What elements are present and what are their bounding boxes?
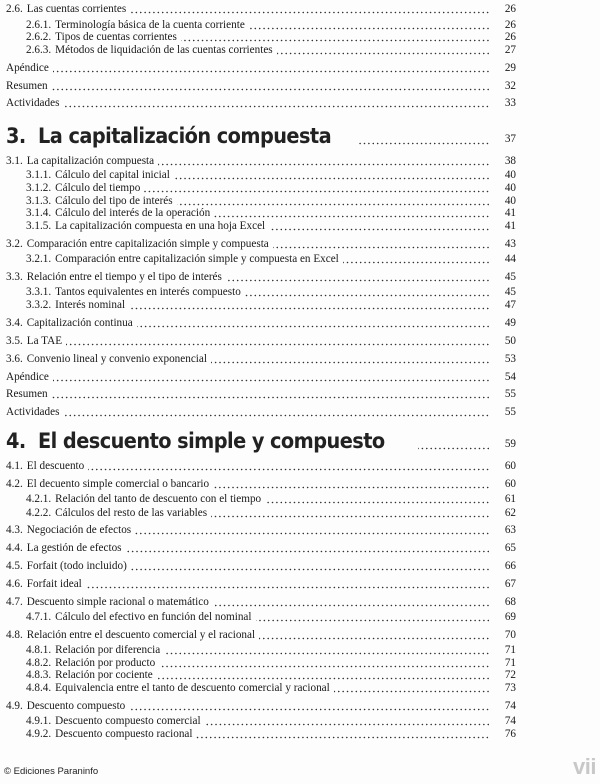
entry-title: Cálculo del tipo de interés: [55, 195, 173, 207]
entry-number: 3.1.3.: [26, 195, 52, 207]
entry-title: Tantos equivalentes en interés compuesto: [55, 286, 241, 298]
entry-number: 4.8.2.: [26, 657, 52, 669]
toc-subsection-entry[interactable]: [26, 219, 490, 233]
toc-section-entry[interactable]: [6, 334, 490, 348]
entry-number: 4.8.4.: [26, 682, 52, 694]
dot-leader: [334, 683, 490, 693]
dot-leader: [343, 254, 490, 264]
toc-section-entry[interactable]: [6, 405, 490, 419]
dot-leader: [164, 645, 490, 655]
toc-subsection-entry[interactable]: [26, 610, 490, 624]
entry-title: Equivalencia entre el tanto de descuento comercial y racional: [55, 682, 330, 694]
entry-number: 3.1.: [6, 155, 23, 167]
dot-leader: [126, 543, 490, 553]
dot-leader: [249, 20, 490, 30]
dot-leader: [256, 612, 490, 622]
entry-page-number: 40: [504, 169, 516, 181]
toc-section-entry[interactable]: [6, 270, 490, 284]
entry-page-number: 29: [504, 62, 516, 74]
entry-number: 4.2.2.: [26, 507, 52, 519]
entry-page-number: 62: [504, 507, 516, 519]
dot-leader: [130, 4, 490, 14]
entry-number: 4.2.1.: [26, 493, 52, 505]
entry-title: Comparación entre capitalización simple y compuesta: [26, 238, 269, 250]
entry-page-number: 55: [504, 406, 516, 418]
entry-title: Terminología básica de la cuenta corriente: [55, 19, 245, 31]
entry-title: Interés nominal: [55, 299, 126, 311]
entry-number: 4.8.: [6, 629, 23, 641]
entry-title: Cálculo del tiempo: [55, 182, 141, 194]
toc-section-entry[interactable]: [6, 61, 490, 75]
entry-title: La capitalización compuesta: [26, 155, 155, 167]
entry-number: 3.5.: [6, 335, 23, 347]
toc-subsection-entry[interactable]: [26, 285, 490, 299]
toc-section-entry[interactable]: [6, 523, 490, 537]
toc-section-entry[interactable]: [6, 316, 490, 330]
dot-leader: [158, 156, 490, 166]
entry-number: 3.6.: [6, 353, 23, 365]
entry-title: Relación por cociente: [55, 669, 153, 681]
toc-section-entry[interactable]: [6, 541, 490, 555]
entry-page-number: 55: [504, 388, 516, 400]
entry-page-number: 66: [504, 560, 516, 572]
entry-title: La capitalización compuesta en una hoja Excel: [55, 220, 266, 232]
dot-leader: [211, 508, 490, 518]
entry-title: El descuento: [26, 460, 85, 472]
entry-title: Actividades: [6, 406, 60, 418]
toc-section-entry[interactable]: [6, 2, 490, 16]
entry-page-number: 33: [504, 97, 516, 109]
entry-title: Negociación de efectos: [26, 524, 132, 536]
entry-page-number: 40: [504, 182, 516, 194]
toc-subsection-entry[interactable]: [26, 43, 490, 57]
dot-leader: [359, 135, 490, 145]
entry-title: Resumen: [6, 388, 48, 400]
toc-subsection-entry[interactable]: [26, 298, 490, 312]
dot-leader: [66, 336, 490, 346]
toc-section-entry[interactable]: [6, 595, 490, 609]
dot-leader: [213, 597, 490, 607]
toc-subsection-entry[interactable]: [26, 727, 490, 741]
entry-number: 3.4.: [6, 317, 23, 329]
toc-section-entry[interactable]: [6, 352, 490, 366]
entry-page-number: 72: [504, 669, 516, 681]
entry-title: La TAE: [26, 335, 63, 347]
entry-title: Apéndice: [6, 371, 49, 383]
entry-number: 3.3.: [6, 271, 23, 283]
entry-page-number: 26: [504, 19, 516, 31]
chapter-title: 3. La capitalización compuesta: [6, 124, 332, 148]
entry-page-number: 32: [504, 80, 516, 92]
entry-title: Actividades: [6, 97, 60, 109]
toc-section-entry[interactable]: [6, 559, 490, 573]
entry-title: Cálculos del resto de las variables: [55, 507, 208, 519]
chapter-title: 4. El descuento simple y compuesto: [6, 429, 385, 453]
dot-leader: [174, 170, 490, 180]
entry-page-number: 59: [504, 438, 516, 450]
entry-page-number: 60: [504, 478, 516, 490]
dot-leader: [137, 318, 490, 328]
entry-page-number: 27: [504, 44, 516, 56]
entry-title: Forfait ideal: [26, 578, 82, 590]
dot-leader: [269, 221, 490, 231]
dot-leader: [196, 729, 490, 739]
entry-title: Métodos de liquidación de las cuentas corrientes: [55, 44, 273, 56]
dot-leader: [273, 239, 490, 249]
dot-leader: [205, 716, 490, 726]
entry-title: Descuento simple racional o matemático: [26, 596, 209, 608]
entry-title: Cálculo del efectivo en función del nominal: [55, 611, 252, 623]
entry-title: Tipos de cuentas corrientes: [55, 31, 177, 43]
entry-number: 3.3.2.: [26, 299, 52, 311]
toc-section-entry[interactable]: [6, 79, 490, 93]
entry-number: 4.2.: [6, 478, 23, 490]
entry-number: 4.9.1.: [26, 715, 52, 727]
entry-title: Forfait (todo incluido): [26, 560, 127, 572]
entry-page-number: 43: [504, 238, 516, 250]
entry-number: 4.3.: [6, 524, 23, 536]
dot-leader: [86, 579, 490, 589]
toc-subsection-entry[interactable]: [26, 168, 490, 182]
entry-page-number: 61: [504, 493, 516, 505]
toc-section-entry[interactable]: [6, 370, 490, 384]
entry-page-number: 63: [504, 524, 516, 536]
entry-title: Descuento compuesto comercial: [55, 715, 201, 727]
entry-number: 4.4.: [6, 542, 23, 554]
entry-number: 4.6.: [6, 578, 23, 590]
entry-page-number: 50: [504, 335, 516, 347]
entry-number: 3.1.5.: [26, 220, 52, 232]
entry-page-number: 49: [504, 317, 516, 329]
entry-number: 4.1.: [6, 460, 23, 472]
dot-leader: [131, 561, 490, 571]
entry-title: Resumen: [6, 80, 48, 92]
entry-page-number: 37: [504, 133, 516, 145]
dot-leader: [213, 479, 490, 489]
toc-section-entry[interactable]: [6, 699, 490, 713]
entry-page-number: 65: [504, 542, 516, 554]
entry-number: 3.1.2.: [26, 182, 52, 194]
entry-page-number: 47: [504, 299, 516, 311]
entry-page-number: 45: [504, 286, 516, 298]
entry-title: La gestión de efectos: [26, 542, 122, 554]
entry-title: Las cuentas corrientes: [26, 3, 127, 15]
entry-page-number: 54: [504, 371, 516, 383]
entry-page-number: 26: [504, 31, 516, 43]
entry-number: 3.1.4.: [26, 207, 52, 219]
entry-title: Relación por producto: [55, 657, 156, 669]
entry-title: Apéndice: [6, 62, 49, 74]
dot-leader: [52, 81, 490, 91]
dot-leader: [129, 300, 490, 310]
dot-leader: [418, 440, 490, 450]
entry-page-number: 41: [504, 207, 516, 219]
dot-leader: [63, 98, 490, 108]
entry-page-number: 53: [504, 353, 516, 365]
toc-section-entry[interactable]: [6, 459, 490, 473]
entry-number: 4.9.2.: [26, 728, 52, 740]
toc-subsection-entry[interactable]: [26, 714, 490, 728]
entry-page-number: 45: [504, 271, 516, 283]
entry-page-number: 41: [504, 220, 516, 232]
entry-page-number: 71: [504, 644, 516, 656]
dot-leader: [157, 670, 490, 680]
entry-number: 3.1.1.: [26, 169, 52, 181]
toc-subsection-entry[interactable]: [26, 643, 490, 657]
entry-number: 2.6.2.: [26, 31, 52, 43]
entry-number: 4.7.: [6, 596, 23, 608]
entry-title: Descuento compuesto racional: [55, 728, 193, 740]
entry-title: Cálculo del capital inicial: [55, 169, 170, 181]
dot-leader: [53, 372, 490, 382]
toc-subsection-entry[interactable]: [26, 252, 490, 266]
dot-leader: [265, 494, 490, 504]
entry-title: El decuento simple comercial o bancario: [26, 478, 210, 490]
entry-title: Relación del tanto de descuento con el tiempo: [55, 493, 262, 505]
entry-number: 4.8.1.: [26, 644, 52, 656]
entry-page-number: 40: [504, 195, 516, 207]
entry-number: 3.2.: [6, 238, 23, 250]
dot-leader: [277, 45, 490, 55]
dot-leader: [226, 272, 490, 282]
dot-leader: [245, 287, 490, 297]
dot-leader: [214, 208, 490, 218]
entry-page-number: 76: [504, 728, 516, 740]
entry-page-number: 71: [504, 657, 516, 669]
entry-page-number: 67: [504, 578, 516, 590]
toc-subsection-entry[interactable]: [26, 181, 490, 195]
dot-leader: [135, 525, 490, 535]
toc-section-entry[interactable]: [6, 237, 490, 251]
entry-page-number: 69: [504, 611, 516, 623]
entry-page-number: 74: [504, 715, 516, 727]
entry-title: Capitalización continua: [26, 317, 133, 329]
entry-number: 3.2.1.: [26, 253, 52, 265]
dot-leader: [259, 630, 490, 640]
dot-leader: [181, 32, 490, 42]
entry-number: 4.7.1.: [26, 611, 52, 623]
toc-subsection-entry[interactable]: [26, 506, 490, 520]
entry-title: Relación entre el tiempo y el tipo de interés: [26, 271, 222, 283]
toc-subsection-entry[interactable]: [26, 668, 490, 682]
toc-chapter-heading[interactable]: [6, 426, 490, 454]
toc-section-entry[interactable]: [6, 154, 490, 168]
entry-number: 4.9.: [6, 700, 23, 712]
entry-page-number: 38: [504, 155, 516, 167]
toc-chapter-heading[interactable]: [6, 121, 490, 149]
dot-leader: [159, 658, 490, 668]
dot-leader: [129, 701, 490, 711]
entry-page-number: 70: [504, 629, 516, 641]
entry-title: Relación por diferencia: [55, 644, 161, 656]
toc-subsection-entry[interactable]: [26, 206, 490, 220]
entry-number: 3.3.1.: [26, 286, 52, 298]
toc-section-entry[interactable]: [6, 96, 490, 110]
dot-leader: [144, 183, 490, 193]
entry-title: Descuento compuesto: [26, 700, 126, 712]
entry-page-number: 74: [504, 700, 516, 712]
dot-leader: [63, 407, 490, 417]
toc-section-entry[interactable]: [6, 387, 490, 401]
toc-subsection-entry[interactable]: [26, 30, 490, 44]
entry-title: Relación entre el descuento comercial y el racional: [26, 629, 256, 641]
toc-section-entry[interactable]: [6, 477, 490, 491]
dot-leader: [211, 354, 490, 364]
dot-leader: [88, 461, 490, 471]
entry-page-number: 73: [504, 682, 516, 694]
entry-page-number: 68: [504, 596, 516, 608]
entry-title: Cálculo del interés de la operación: [55, 207, 211, 219]
entry-number: 2.6.1.: [26, 19, 52, 31]
entry-title: Convenio lineal y convenio exponencial: [26, 353, 207, 365]
publisher-credit: © Ediciones Paraninfo: [4, 766, 99, 777]
entry-page-number: 26: [504, 3, 516, 15]
toc-subsection-entry[interactable]: [26, 492, 490, 506]
dot-leader: [177, 196, 490, 206]
dot-leader: [53, 63, 490, 73]
dot-leader: [52, 389, 490, 399]
entry-page-number: 60: [504, 460, 516, 472]
toc-section-entry[interactable]: [6, 577, 490, 591]
toc-section-entry[interactable]: [6, 628, 490, 642]
entry-number: 4.5.: [6, 560, 23, 572]
entry-number: 2.6.: [6, 3, 23, 15]
entry-number: 2.6.3.: [26, 44, 52, 56]
page-number: vii: [573, 754, 596, 779]
entry-number: 4.8.3.: [26, 669, 52, 681]
entry-page-number: 44: [504, 253, 516, 265]
entry-title: Comparación entre capitalización simple y compuesta en Excel: [55, 253, 339, 265]
toc-subsection-entry[interactable]: [26, 681, 490, 695]
